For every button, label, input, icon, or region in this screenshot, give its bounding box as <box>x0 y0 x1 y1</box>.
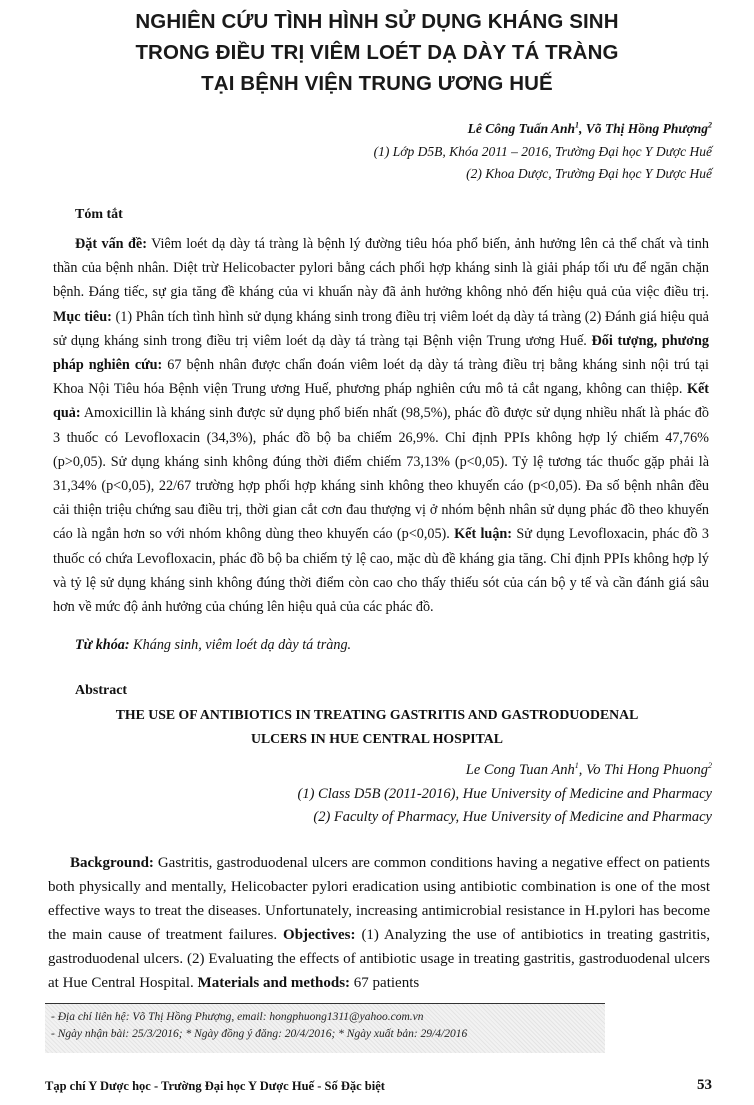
vn-abstract-paragraph <box>53 232 709 619</box>
methods-label: Materials and methods: <box>197 975 351 991</box>
author-names-en <box>297 759 712 783</box>
author-names-vn <box>374 118 712 141</box>
vn-abstract-body <box>53 232 709 619</box>
authors-vn <box>374 118 712 186</box>
background-text: Gastritis, gastroduodenal ulcers are common conditions having a negative effect on patients both physically and mentally, Helicobacter pylori eradication using antibiotic combination is one of the most effective ways to treat the diseases. Unfortunately, increasing antimicrobial resistance in H.pylori has become the main cause of treatment failures. <box>48 855 710 943</box>
english-title-line-2: ULCERS IN HUE CENTRAL HOSPITAL <box>251 731 503 746</box>
muc-tieu-text: (1) Phân tích tình hình sử dụng kháng sinh trong điều trị viêm loét dạ dày tá tràng (2) Đánh giá hiệu quả sử dụng kháng sinh trong điều trị viêm loét dạ dày tá tràng tại Bệnh viện Trung ương Huế. <box>53 308 709 349</box>
dat-van-de-text: Viêm loét dạ dày tá tràng là bệnh lý đường tiêu hóa phổ biến, ảnh hưởng lên cả thể chất và tinh thần của bệnh nhân. Diệt trừ Helicobacter pylori bằng cách phối hợp kháng sinh là giải pháp tối ưu để ngăn chặn bệnh. Đáng tiếc, sự gia tăng đề kháng của vi khuẩn này đã ảnh hưởng không nhỏ đến hiệu quả của việc điều trị. <box>53 236 709 301</box>
author-2-sup-en: 2 <box>708 761 712 771</box>
author-2-name: Võ Thị Hồng Phượng <box>585 121 708 136</box>
title-line-3: TẠI BỆNH VIỆN TRUNG ƯƠNG HUẾ <box>201 72 553 95</box>
muc-tieu-label: Mục tiêu: <box>53 308 112 325</box>
english-title-line-1: THE USE OF ANTIBIOTICS IN TREATING GASTRITIS AND GASTRODUODENAL <box>115 707 639 722</box>
footnote-contact-line: - Địa chỉ liên hệ: Võ Thị Hồng Phượng, email: hongphuong1311@yahoo.com.vn <box>51 1011 424 1023</box>
dat-van-de-label: Đặt vấn đề: <box>75 236 147 252</box>
author-1-sup-en: 1 <box>574 761 579 771</box>
author-1-sup: 1 <box>575 120 579 130</box>
ket-qua-label: Kết quả: <box>53 381 709 422</box>
author-2-sup: 2 <box>708 120 712 130</box>
affiliation-1-en: (1) Class D5B (2011-2016), Hue University of Medicine and Pharmacy <box>297 785 712 802</box>
author-1-name: Lê Công Tuấn Anh <box>467 121 575 136</box>
journal-name: Tạp chí Y Dược học - Trường Đại học Y Dược Huế - Số Đặc biệt <box>45 1079 385 1093</box>
author-1-name-en: Le Cong Tuan Anh <box>465 762 575 778</box>
author-separator: , <box>579 121 586 136</box>
methods-text: 67 patients <box>350 975 420 991</box>
author-2-name-en: Vo Thi Hong Phuong <box>585 762 708 778</box>
objectives-text: (1) Analyzing the use of antibiotics in treating gastritis, gastroduodenal ulcers. (2) Evaluating the effects of antibiotic usage in treating gastritis, gastroduodenal ulcers at Hue Central Hospital. <box>48 927 710 991</box>
english-abstract-paragraph <box>48 851 710 995</box>
tom-tat-heading: Tóm tắt <box>75 207 123 222</box>
ket-qua-text: Amoxicillin là kháng sinh được sử dụng phổ biến nhất (98,5%), phác đồ được sử dụng nhiều nhất là phác đồ 3 thuốc có Levofloxacin (34,3%), phác đồ bộ ba chiếm 26,9%. Chỉ định PPIs không hợp lý chiếm 47,76% (p>0,05). Sử dụng kháng sinh không đúng thời điểm chiếm 73,13% (p<0,05). Tỷ lệ tương tác thuốc gặp phải là 31,34% (p<0,05), 22/67 trường hợp phối hợp kháng sinh không theo khuyến cáo (p<0,05). Đa số bệnh nhân đều cải thiện triệu chứng sau điều trị, thời gian cắt cơn đau thượng vị ở nhóm bệnh nhân sử dụng phác đồ theo khuyến cáo là ngắn hơn so với nhóm không dùng theo khuyến cáo (p<0,05). <box>53 405 709 543</box>
ket-luan-label: Kết luận: <box>454 526 513 543</box>
title-line-1: NGHIÊN CỨU TÌNH HÌNH SỬ DỤNG KHÁNG SINH <box>135 10 619 33</box>
ket-luan-text: Sử dụng Levofloxacin, phác đồ 3 thuốc có chứa Levofloxacin, phác đồ bộ ba chiếm tỷ lệ cao, mặc dù đề kháng gia tăng. Chỉ định PPIs không hợp lý và tỷ lệ sử dụng kháng sinh không đúng thời điểm còn cao cho thấy thiếu sót của cán bộ y tế và cần đánh giá sâu hơn về mức độ ảnh hưởng của chúng lên hiệu quả của các phác đồ. <box>53 526 710 616</box>
abstract-heading: Abstract <box>75 683 128 698</box>
contact-footnote <box>45 1003 605 1053</box>
article-title <box>60 6 694 99</box>
author-separator-en: , <box>578 762 586 778</box>
doi-tuong-text: 67 bệnh nhân được chẩn đoán viêm loét dạ dày tá tràng điều trị bằng kháng sinh nội trú tại Khoa Nội Tiêu hóa Bệnh viện Trung ương Huế, phương pháp nghiên cứu mô tả cắt ngang, không can thiệp. <box>53 357 709 398</box>
footnote-dates-line: - Ngày nhận bài: 25/3/2016; * Ngày đồng ý đăng: 20/4/2016; * Ngày xuất bản: 29/4/2016 <box>51 1028 468 1040</box>
keywords-label: Từ khóa: <box>75 637 130 653</box>
background-label: Background: <box>70 855 154 871</box>
page-footer <box>45 1079 712 1094</box>
title-line-2: TRONG ĐIỀU TRỊ VIÊM LOÉT DẠ DÀY TÁ TRÀNG <box>135 41 619 64</box>
english-abstract-body <box>48 851 710 995</box>
english-title <box>40 703 714 751</box>
objectives-label: Objectives: <box>283 927 356 943</box>
keywords-text: Kháng sinh, viêm loét dạ dày tá tràng. <box>129 637 352 653</box>
keywords-vn <box>75 637 351 654</box>
page-number: 53 <box>697 1077 712 1093</box>
authors-en <box>297 759 712 830</box>
affiliation-1-vn: (1) Lớp D5B, Khóa 2011 – 2016, Trường Đại học Y Dược Huế <box>373 143 712 159</box>
affiliation-2-vn: (2) Khoa Dược, Trường Đại học Y Dược Huế <box>466 166 712 181</box>
affiliation-2-en: (2) Faculty of Pharmacy, Hue University of Medicine and Pharmacy <box>313 809 712 825</box>
doi-tuong-label: Đối tượng, phương pháp nghiên cứu: <box>53 332 709 374</box>
